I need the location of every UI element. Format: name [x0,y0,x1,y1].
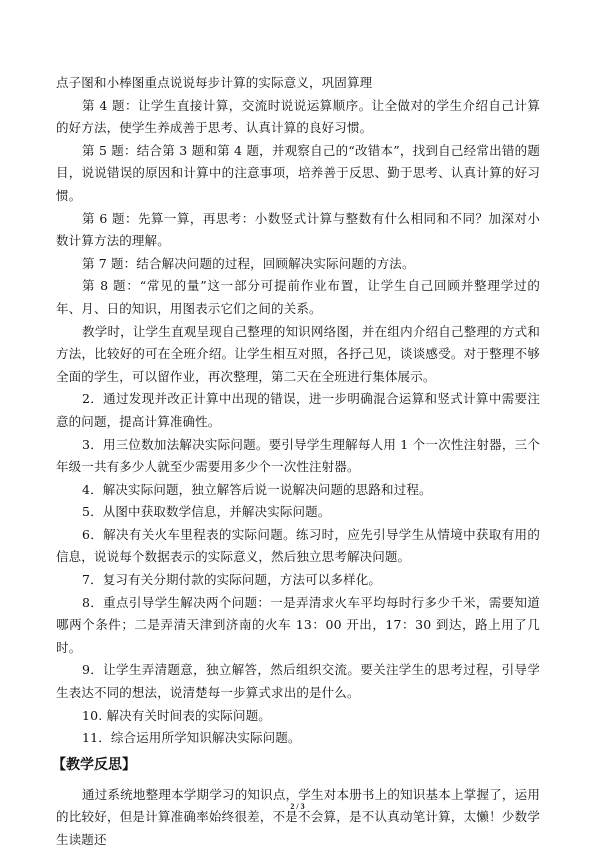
page-number: 2 / 3 [290,802,305,811]
paragraph-item-4: 4．解决实际问题，独立解答后说一说解决问题的思路和过程。 [82,481,432,497]
paragraph-item-8: 8．重点引导学生解决两个问题：一是弄清求火车平均每时行多少千米，需要知道哪两个条件；二是弄清天津到济南的火车 13：00 开出，17：30 到达，路上用了几时。 [56,594,540,655]
paragraph-continuation: 点子图和小棒图重点说说每步计算的实际意义，巩固算理 [56,75,373,90]
paragraph-q5: 第 5 题：结合第 3 题和第 4 题，并观察自己的“改错本”，找到自己经常出错的题目，说说错误的原因和计算中的注意事项，培养善于反思、勤于思考、认真计算的好习惯。 [56,142,540,203]
paragraph-q4: 第 4 题：让学生直接计算，交流时说说运算顺序。让全做对的学生介绍自己计算的好方法，使学生养成善于思考、认真计算的良好习惯。 [56,97,540,136]
paragraph-item-5: 5．从图中获取数学信息，并解决实际问题。 [82,504,331,520]
paragraph-item-6: 6．解决有关火车里程表的实际问题。练习时，应先引导学生从情境中获取有用的信息，说说每个数据表示的实际意义，然后独立思考解决问题。 [56,526,540,565]
paragraph-reflection: 通过系统地整理本学期学习的知识点，学生对本册书上的知识基本上掌握了，运用的比较好，但是计算准确率始终很差，不是不会算，是不认真动笔计算，太懒！少数学生读题还 [56,786,540,847]
page-content [52,72,540,852]
paragraph-q8: 第 8 题：“常见的量”这一部分可提前作业布置，让学生自己回顾并整理学过的年、月、日的知识，用图表示它们之间的关系。 [56,278,540,316]
paragraph-teaching: 教学时，让学生直观呈现自己整理的知识网络图，并在组内介绍自己整理的方式和方法，比较好的可在全班介绍。让学生相互对照，各抒己见，谈谈感受。对于整理不够全面的学生，可以留作业，再次整理，第二天在全班进行集体展示。 [56,323,540,384]
paragraph-q6: 第 6 题：先算一算，再思考：小数竖式计算与整数有什么相同和不同？加深对小数计算方法的理解。 [56,210,540,249]
paragraph-item-9: 9．让学生弄清题意，独立解答，然后组织交流。要关注学生的思考过程，引导学生表达不同的想法，说清楚每一步算式求出的是什么。 [56,662,540,701]
paragraph-item-7: 7．复习有关分期付款的实际问题，方法可以多样化。 [82,572,382,588]
paragraph-q7: 第 7 题：结合解决问题的过程，回顾解决实际问题的方法。 [82,255,415,271]
paragraph-item-10: 10. 解决有关时间表的实际问题。 [82,707,271,723]
paragraph-item-11: 11．综合运用所学知识解决实际问题。 [82,730,301,746]
section-heading-reflection: 【教学反思】 [52,756,136,773]
paragraph-item-3: 3．用三位数加法解决实际问题。要引导学生理解每人用 1 个一次性注射器，三个年级一共有多少人就至少需要用多少个一次性注射器。 [56,436,540,475]
paragraph-item-2: 2．通过发现并改正计算中出现的错误，进一步明确混合运算和竖式计算中需要注意的问题，提高计算准确性。 [56,391,540,429]
